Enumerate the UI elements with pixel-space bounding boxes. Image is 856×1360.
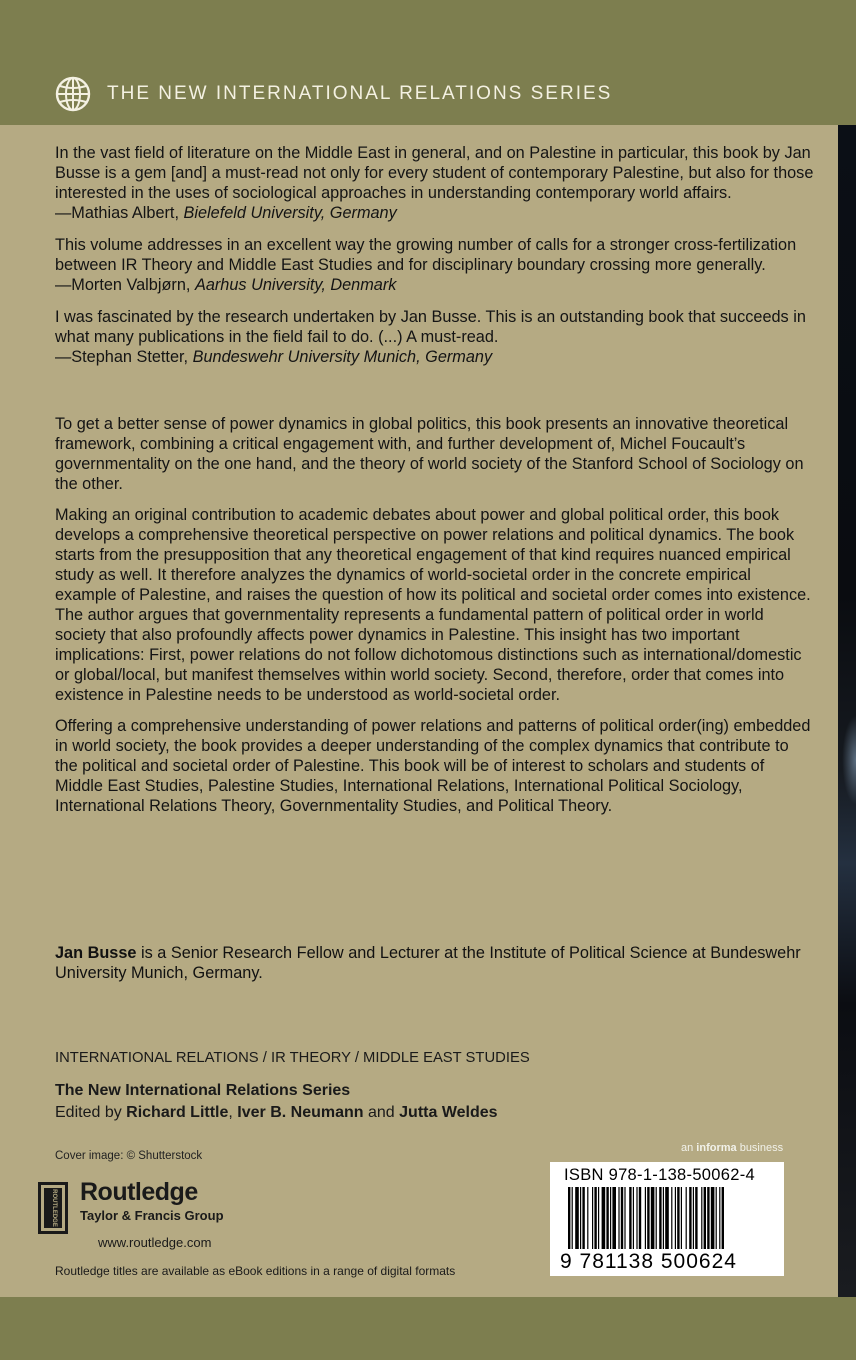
- series-header: [55, 74, 612, 114]
- barcode-bar: [610, 1187, 611, 1249]
- author-bio: [55, 943, 815, 983]
- author-bio-text: is a Senior Research Fellow and Lecturer at the Institute of Political Science at Bundeswehr University Munich, Germany.: [55, 944, 801, 982]
- routledge-logo-icon: [38, 1182, 68, 1234]
- barcode-bar: [618, 1187, 619, 1249]
- barcode-bar: [686, 1187, 687, 1249]
- barcode-bar: [645, 1187, 646, 1249]
- book-description: [55, 414, 815, 816]
- description-paragraph: Making an original contribution to academic debates about power and global political order, this book develops a comprehensive theoretical perspective on power relations and political dynamics. The book starts from the presupposition that any theoretical engagement of that kind requires nuanced empirical study as well. It therefore analyzes the dynamics of world-societal order in the concrete empirical example of Palestine, and raises the question of how its political and societal order comes into existence. The author argues that governmentality represents a fundamental pattern of political order in world society that also profoundly affects power dynamics in Palestine. This insight has two important implications: First, power relations do not follow dichotomous distinctions such as international/domestic or global/local, but manifest themselves within world society. Second, therefore, order that comes into existence in Palestine needs to be understood as world-societal order.: [55, 506, 811, 704]
- endorsement-attribution: —Stephan Stetter, Bundeswehr University Munich, Germany: [55, 348, 493, 366]
- isbn-label: ISBN 978-1-138-50062-4: [564, 1166, 755, 1184]
- barcode-bar: [651, 1187, 655, 1249]
- barcode-bar: [689, 1187, 691, 1249]
- barcode-bar: [719, 1187, 720, 1249]
- endorsement-attribution: —Mathias Albert, Bielefeld University, Germany: [55, 204, 397, 222]
- endorsement: [55, 143, 815, 223]
- barcode-box: [550, 1162, 784, 1276]
- series-editors: Edited by Richard Little, Iver B. Neumann and Jutta Weldes: [55, 1104, 498, 1121]
- barcode-bar: [598, 1187, 599, 1249]
- cover-image-credit: Cover image: © Shutterstock: [55, 1150, 203, 1162]
- description-paragraph: Offering a comprehensive understanding of power relations and patterns of political order(ing) embedded in world society, the book provides a deeper understanding of the complex dynamics that contribute to the political and societal order of Palestine. This book will be of interest to scholars and students of Middle East Studies, Palestine Studies, International Relations, International Political Sociology, International Relations Theory, Governmentality Studies, and Political Theory.: [55, 717, 811, 815]
- barcode-bar: [624, 1187, 625, 1249]
- endorsement-text: In the vast field of literature on the Middle East in general, and on Palestine in particular, this book by Jan Busse is a gem [and] a must-read not only for every student of contemporary Palestine, but also for those interested in the uses of sociological approaches in understanding contemporary world affairs.: [55, 144, 814, 202]
- barcode-bar: [647, 1187, 649, 1249]
- barcode-bar: [675, 1187, 676, 1249]
- editor-name: Jutta Weldes: [399, 1104, 498, 1121]
- globe-icon: [55, 76, 91, 112]
- barcode-bar: [629, 1187, 631, 1249]
- publisher-name: Routledge: [80, 1178, 198, 1206]
- barcode-bar: [656, 1187, 657, 1249]
- barcode-bar: [633, 1187, 634, 1249]
- barcode-bar: [711, 1187, 715, 1249]
- barcode-bar: [594, 1187, 596, 1249]
- ebook-note: Routledge titles are available as eBook editions in a range of digital formats: [55, 1264, 456, 1278]
- editor-name: Richard Little: [126, 1104, 229, 1121]
- endorsement-text: I was fascinated by the research undertaken by Jan Busse. This is an outstanding book that succeeds in what many publications in the field fail to do. (...) A must-read.: [55, 308, 806, 346]
- barcode-bar: [722, 1187, 724, 1249]
- barcode-bar: [677, 1187, 679, 1249]
- series-name: The New International Relations Series: [55, 1082, 351, 1099]
- barcode: [558, 1187, 776, 1249]
- subject-categories: INTERNATIONAL RELATIONS / IR THEORY / MIDDLE EAST STUDIES: [55, 1050, 530, 1066]
- barcode-digits: 9 781138 500624: [560, 1250, 737, 1273]
- endorsement-attribution: —Morten Valbjørn, Aarhus University, Denmark: [55, 276, 397, 294]
- barcode-bar: [671, 1187, 672, 1249]
- endorsement: [55, 307, 815, 367]
- svg-text:ROUTLEDGE: ROUTLEDGE: [51, 1189, 57, 1227]
- publisher-group: Taylor & Francis Group: [80, 1208, 224, 1223]
- barcode-bar: [587, 1187, 588, 1249]
- barcode-bar: [693, 1187, 694, 1249]
- informa-business: an informa business: [681, 1142, 784, 1154]
- barcode-bar: [612, 1187, 616, 1249]
- barcode-bar: [568, 1187, 570, 1249]
- barcode-bar: [716, 1187, 717, 1249]
- barcode-bar: [572, 1187, 573, 1249]
- barcode-bar: [707, 1187, 709, 1249]
- barcode-bar: [695, 1187, 697, 1249]
- barcode-bar: [639, 1187, 641, 1249]
- earth-night-image-edge: [838, 125, 856, 1297]
- barcode-bar: [663, 1187, 664, 1249]
- publisher-logo: [38, 1178, 224, 1234]
- barcode-bar: [704, 1187, 706, 1249]
- barcode-bar: [681, 1187, 682, 1249]
- barcode-bar: [580, 1187, 581, 1249]
- barcode-bar: [701, 1187, 702, 1249]
- barcode-bar: [665, 1187, 669, 1249]
- endorsement-text: This volume addresses in an excellent way the growing number of calls for a stronger cross-fertilization between IR Theory and Middle East Studies and for disciplinary boundary crossing more generally.: [55, 236, 797, 274]
- bottom-band: [0, 1297, 856, 1360]
- barcode-bar: [602, 1187, 606, 1249]
- main-text: [55, 143, 815, 827]
- publisher-text: [80, 1178, 224, 1223]
- description-paragraph: To get a better sense of power dynamics in global politics, this book presents an innovative theoretical framework, combining a critical engagement with, and further development of, Michel Foucault’s governmentality on the one hand, and the theory of world society of the Stanford School of Sociology on the other.: [55, 415, 804, 493]
- editor-name: Iver B. Neumann: [237, 1104, 364, 1121]
- barcode-bar: [636, 1187, 637, 1249]
- endorsement: [55, 235, 815, 295]
- author-name: Jan Busse: [55, 944, 137, 962]
- barcode-bar: [592, 1187, 593, 1249]
- barcode-bar: [575, 1187, 579, 1249]
- series-title: THE NEW INTERNATIONAL RELATIONS SERIES: [107, 83, 613, 104]
- barcode-bar: [606, 1187, 608, 1249]
- barcode-bar: [621, 1187, 623, 1249]
- barcode-bar: [582, 1187, 584, 1249]
- publisher-url[interactable]: www.routledge.com: [98, 1235, 212, 1250]
- barcode-bar: [659, 1187, 661, 1249]
